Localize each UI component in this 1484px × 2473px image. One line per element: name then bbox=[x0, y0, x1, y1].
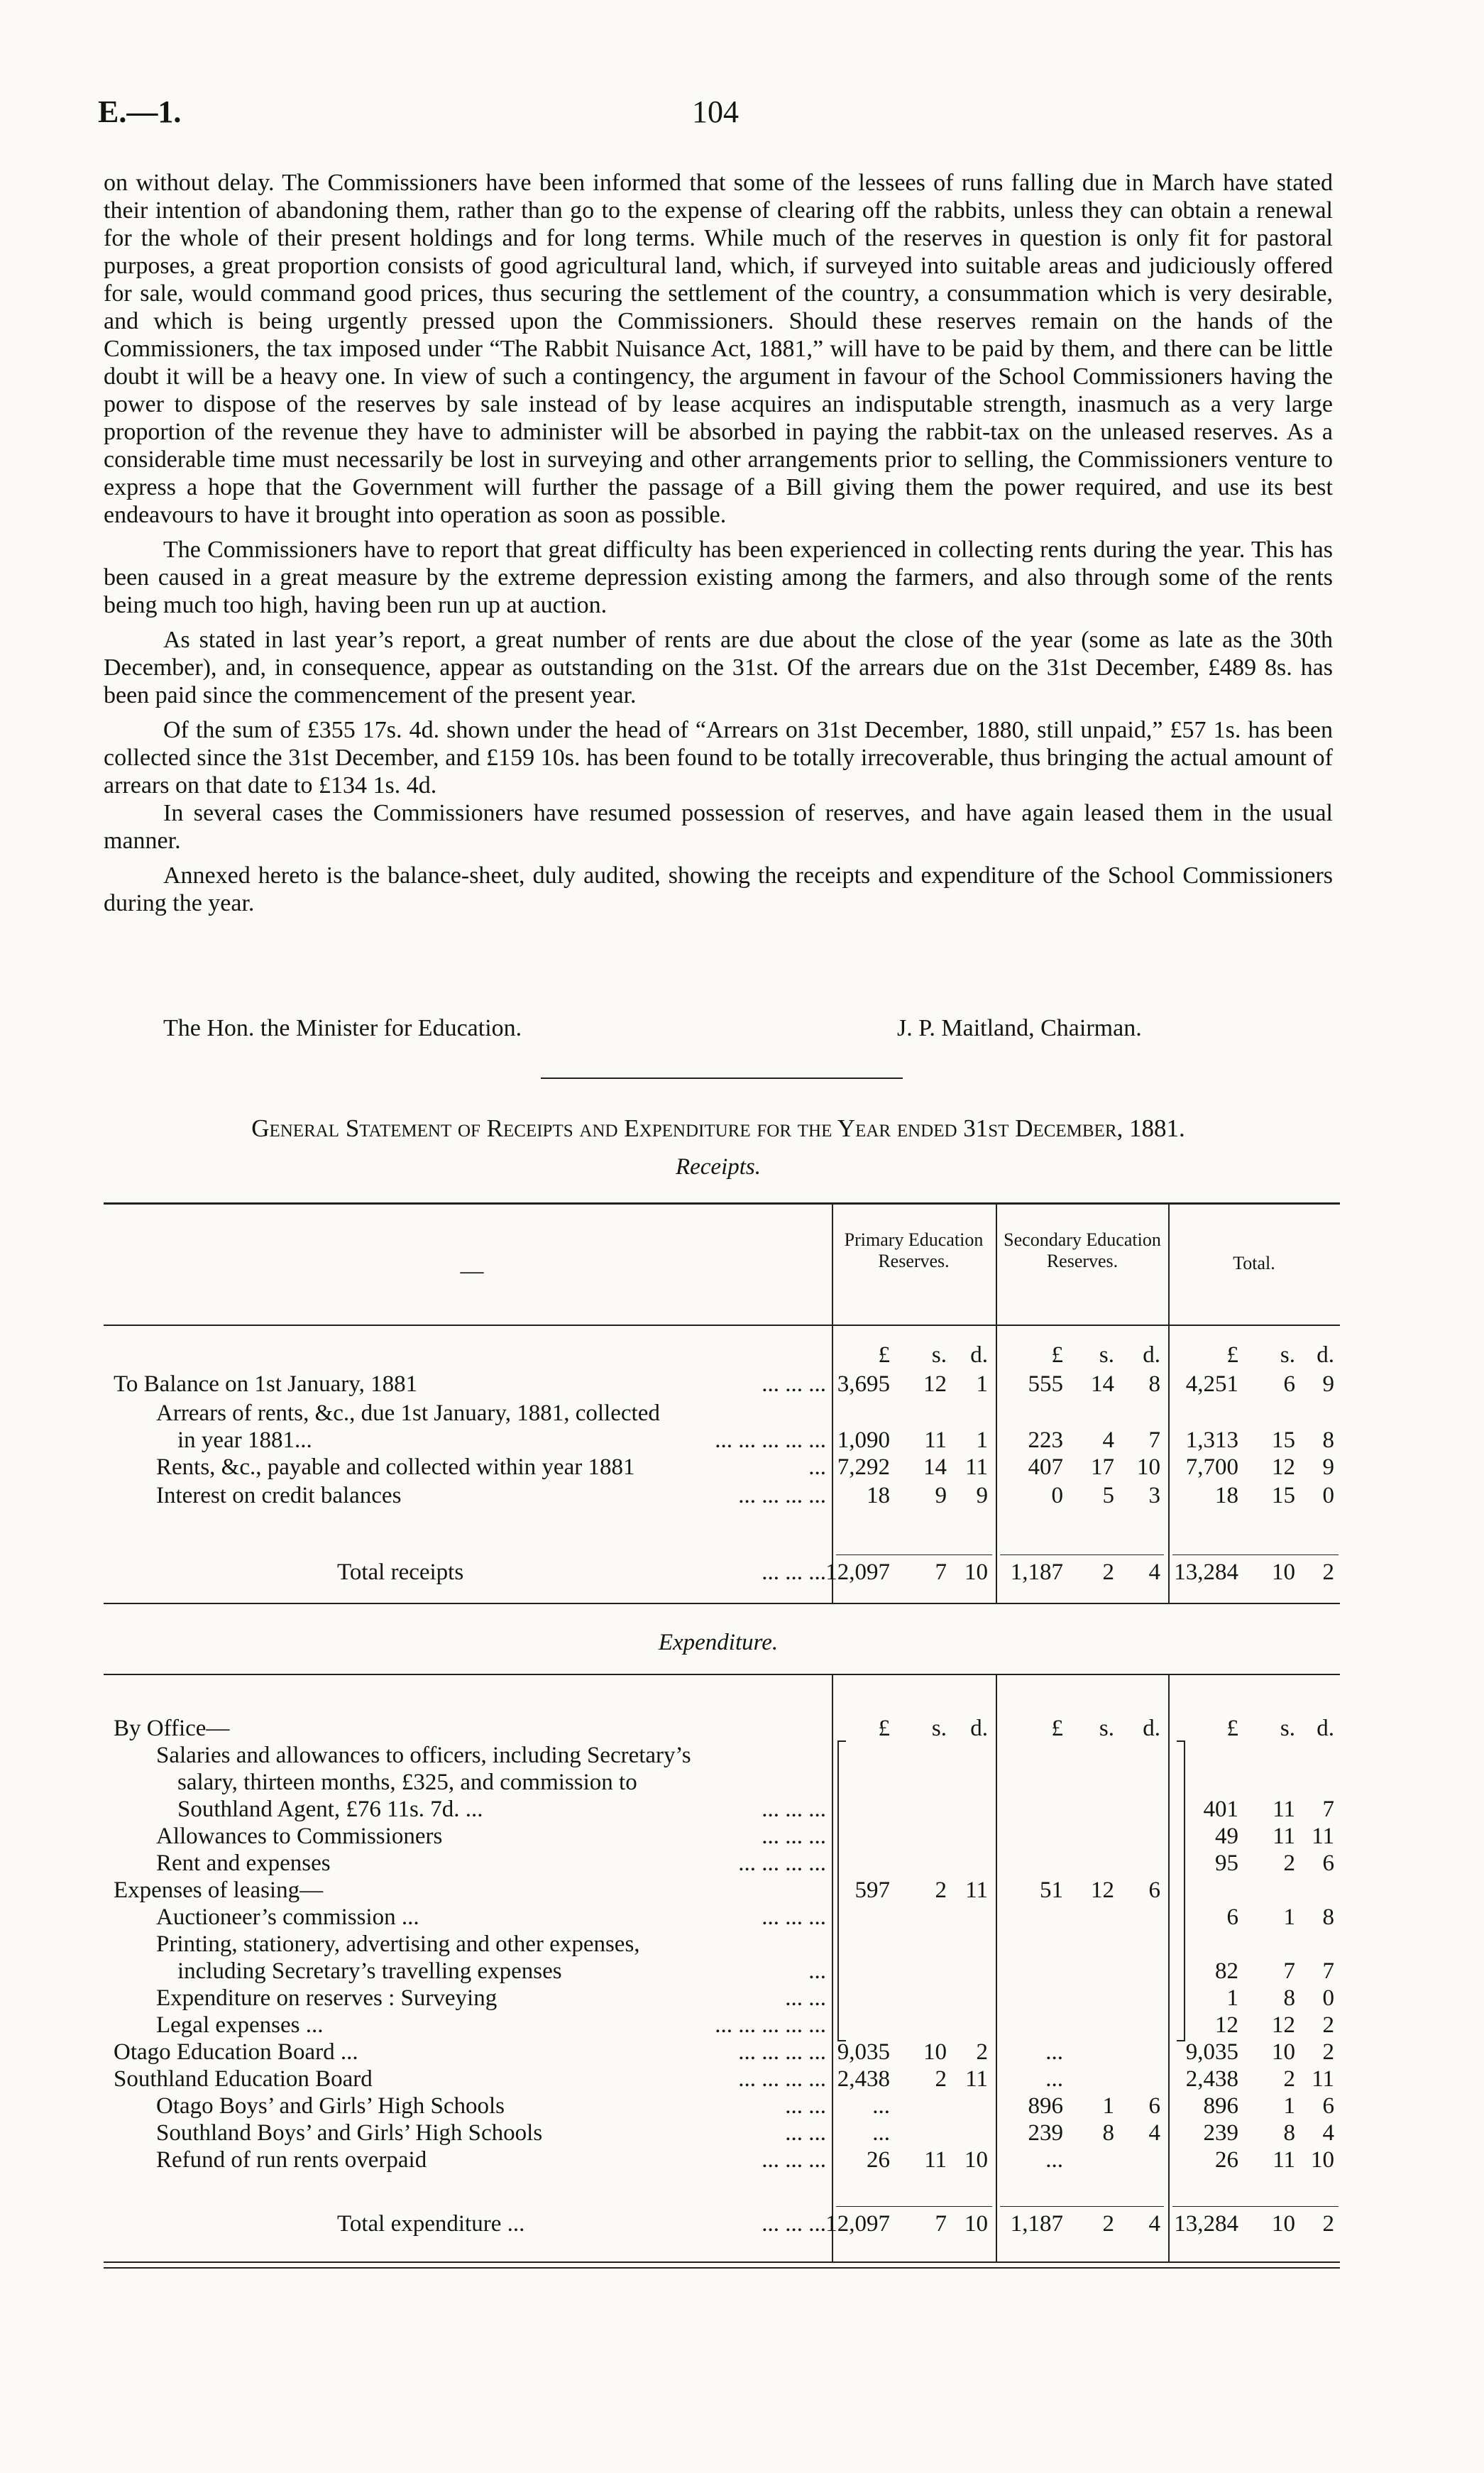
expenditure-sum-rule-2 bbox=[1172, 2206, 1339, 2207]
office-combined-s-shillings: 12 bbox=[1091, 1877, 1114, 1903]
expenditure-2-s-pence: 6 bbox=[1148, 2093, 1160, 2119]
expenditure-label-0: Otago Education Board ... bbox=[114, 2039, 358, 2065]
receipts-col-rule-3 bbox=[1168, 1204, 1170, 1603]
expenditure-label-1: Southland Education Board bbox=[114, 2066, 373, 2092]
expenditure-total-p-shillings: 7 bbox=[935, 2211, 947, 2237]
office-total-5-t-pounds: 1 bbox=[1226, 1985, 1238, 2011]
paragraph-5: In several cases the Commissioners have resumed possession of reserves, and have again leased them in the usual manner. bbox=[104, 800, 1333, 854]
receipts-total-t-pence: 2 bbox=[1322, 1559, 1334, 1585]
office-leader-2: ... ... ... ... bbox=[738, 1850, 826, 1876]
receipt-2-s-pounds: 407 bbox=[1028, 1454, 1063, 1480]
receipt-0-s-shillings: 14 bbox=[1091, 1371, 1114, 1397]
receipt-3-p-pounds: 18 bbox=[867, 1483, 890, 1508]
expenditure-2-s-pounds: 896 bbox=[1028, 2093, 1063, 2119]
office-line-2: Southland Agent, £76 11s. 7d. ... bbox=[177, 1797, 483, 1822]
expenditure-leader-0: ... ... ... ... bbox=[738, 2039, 826, 2065]
receipts-currency-t-d: d. bbox=[1317, 1342, 1334, 1368]
expenditure-4-t-shillings: 11 bbox=[1273, 2147, 1295, 2173]
receipt-3-s-pounds: 0 bbox=[1051, 1483, 1063, 1508]
report-body bbox=[104, 169, 1333, 917]
office-line-3: Allowances to Commissioners bbox=[156, 1824, 443, 1849]
expenditure-leader-4: ... ... ... bbox=[762, 2147, 826, 2173]
office-line-0: Salaries and allowances to officers, including Secretary’s bbox=[156, 1743, 691, 1768]
receipt-0-s-pounds: 555 bbox=[1028, 1371, 1063, 1397]
expenditure-1-t-shillings: 2 bbox=[1283, 2066, 1295, 2092]
receipts-bottom-rule bbox=[104, 1603, 1340, 1604]
receipt-label-0: To Balance on 1st January, 1881 bbox=[114, 1371, 418, 1397]
expenditure-0-t-shillings: 10 bbox=[1272, 2039, 1295, 2065]
office-total-3-t-shillings: 1 bbox=[1283, 1904, 1295, 1930]
receipts-sum-rule-2 bbox=[1172, 1554, 1339, 1555]
office-total-4-t-pence: 7 bbox=[1322, 1958, 1334, 1984]
office-leader-1: ... ... ... bbox=[762, 1824, 826, 1849]
expenditure-currency-p-l: £ bbox=[878, 1716, 890, 1741]
receipts-total-p-shillings: 7 bbox=[935, 1559, 947, 1585]
expenditure-4-p-pence: 10 bbox=[964, 2147, 988, 2173]
receipt-0-p-pounds: 3,695 bbox=[837, 1371, 890, 1397]
office-line-1: salary, thirteen months, £325, and commission to bbox=[177, 1770, 637, 1795]
office-total-4-t-pounds: 82 bbox=[1215, 1958, 1238, 1984]
receipt-1-s-pence: 7 bbox=[1148, 1427, 1160, 1453]
expenditure-leader-3: ... ... bbox=[785, 2120, 826, 2146]
expenditure-2-p-pounds: ... bbox=[872, 2093, 890, 2119]
receipt-1-t-shillings: 15 bbox=[1272, 1427, 1295, 1453]
expenditure-col-rule-2 bbox=[996, 1675, 997, 2261]
receipt-leader-1: ... ... ... ... ... bbox=[715, 1427, 826, 1453]
expenditure-4-t-pence: 10 bbox=[1311, 2147, 1334, 2173]
expenditure-label-4: Refund of run rents overpaid bbox=[156, 2147, 427, 2173]
receipts-total-t-shillings: 10 bbox=[1272, 1559, 1295, 1585]
expenditure-0-p-pence: 2 bbox=[976, 2039, 988, 2065]
office-line-7: Printing, stationery, advertising and other expenses, bbox=[156, 1931, 640, 1957]
expenditure-2-t-shillings: 1 bbox=[1283, 2093, 1295, 2119]
expenditure-currency-s-l: £ bbox=[1051, 1716, 1063, 1741]
receipt-0-t-pence: 9 bbox=[1322, 1371, 1334, 1397]
expenditure-leader-1: ... ... ... ... bbox=[738, 2066, 826, 2092]
office-total-1-t-pence: 11 bbox=[1312, 1824, 1334, 1849]
expenditure-3-p-pounds: ... bbox=[872, 2120, 890, 2146]
expenditure-0-t-pounds: 9,035 bbox=[1185, 2039, 1238, 2065]
expenditure-leader-2: ... ... bbox=[785, 2093, 826, 2119]
receipt-2-t-pounds: 7,700 bbox=[1185, 1454, 1238, 1480]
table-bottom-rule bbox=[104, 2261, 1340, 2263]
office-combined-s-pounds: 51 bbox=[1040, 1877, 1063, 1903]
receipt-2-p-pence: 11 bbox=[965, 1454, 988, 1480]
receipts-total-p-pence: 10 bbox=[964, 1559, 988, 1585]
statement-title: General Statement of Receipts and Expenditure for the Year ended 31st December, 1881. bbox=[251, 1114, 1185, 1142]
office-total-0-t-pence: 7 bbox=[1322, 1797, 1334, 1822]
receipts-total-leader: ... ... ... bbox=[762, 1559, 826, 1585]
expenditure-2-t-pence: 6 bbox=[1322, 2093, 1334, 2119]
office-combined-s-pence: 6 bbox=[1148, 1877, 1160, 1903]
office-total-0-t-pounds: 401 bbox=[1203, 1797, 1238, 1822]
expenditure-top-rule bbox=[104, 1674, 1340, 1675]
expenditure-total-p-pence: 10 bbox=[964, 2211, 988, 2237]
receipt-1-p-shillings: 11 bbox=[924, 1427, 947, 1453]
expenditure-2-s-shillings: 1 bbox=[1102, 2093, 1114, 2119]
office-leader-5: ... ... bbox=[785, 1985, 826, 2011]
paragraph-3: As stated in last year’s report, a great number of rents are due about the close of the year (some as late as the 30th December), and, in consequence, appear as outstanding on the 31st. Of the arrears due on the 31st December, £489 8s. has been paid since the commencement of the present year. bbox=[104, 627, 1333, 708]
paragraph-6: Annexed hereto is the balance-sheet, duly audited, showing the receipts and expenditure of the School Commissioners during the year. bbox=[104, 862, 1333, 916]
header-dash: — bbox=[460, 1259, 484, 1284]
expenditure-label-2: Otago Boys’ and Girls’ High Schools bbox=[156, 2093, 505, 2119]
expenditure-3-s-shillings: 8 bbox=[1102, 2120, 1114, 2146]
expenditure-total-s-pounds: 1,187 bbox=[1010, 2211, 1063, 2237]
receipt-0-s-pence: 8 bbox=[1148, 1371, 1160, 1397]
expenditure-0-s-pounds: ... bbox=[1045, 2039, 1063, 2065]
receipts-currency-t-s: s. bbox=[1280, 1342, 1295, 1368]
office-total-2-t-pounds: 95 bbox=[1215, 1850, 1238, 1876]
paragraph-2: The Commissioners have to report that great difficulty has been experienced in collecting rents during the year. This has been caused in a great measure by the extreme depression existing among the farmers, and also through some of the rents being much too high, having been run up at auction. bbox=[104, 537, 1333, 618]
expenditure-4-p-pounds: 26 bbox=[867, 2147, 890, 2173]
receipt-1-t-pounds: 1,313 bbox=[1185, 1427, 1238, 1453]
receipts-currency-s-l: £ bbox=[1051, 1342, 1063, 1368]
office-total-6-t-pounds: 12 bbox=[1215, 2012, 1238, 2038]
expenditure-1-p-shillings: 2 bbox=[935, 2066, 947, 2092]
office-total-0-t-shillings: 11 bbox=[1273, 1797, 1295, 1822]
receipt-3-t-pence: 0 bbox=[1322, 1483, 1334, 1508]
office-combined-p-pounds: 597 bbox=[854, 1877, 890, 1903]
table-top-rule bbox=[104, 1202, 1340, 1205]
receipt-2-s-shillings: 17 bbox=[1091, 1454, 1114, 1480]
addressee: The Hon. the Minister for Education. bbox=[163, 1015, 522, 1041]
expenditure-heading: Expenditure. bbox=[658, 1630, 779, 1655]
section-divider bbox=[541, 1078, 903, 1079]
receipt-2-p-shillings: 14 bbox=[923, 1454, 947, 1480]
receipt-0-t-pounds: 4,251 bbox=[1185, 1371, 1238, 1397]
receipts-currency-s-d: d. bbox=[1143, 1342, 1160, 1368]
receipts-heading: Receipts. bbox=[675, 1154, 762, 1180]
office-total-1-t-shillings: 11 bbox=[1273, 1824, 1295, 1849]
header-bottom-rule bbox=[104, 1325, 1340, 1326]
office-line-5: Expenses of leasing— bbox=[114, 1877, 324, 1903]
office-leader-3: ... ... ... bbox=[762, 1904, 826, 1930]
receipts-currency-t-l: £ bbox=[1226, 1342, 1238, 1368]
header-primary: Primary Education Reserves. bbox=[844, 1229, 984, 1271]
expenditure-currency-s-d: d. bbox=[1143, 1716, 1160, 1741]
expenditure-3-s-pounds: 239 bbox=[1028, 2120, 1063, 2146]
office-line-10: Legal expenses ... bbox=[156, 2012, 324, 2038]
expenditure-4-p-shillings: 11 bbox=[924, 2147, 947, 2173]
expenditure-currency-p-d: d. bbox=[970, 1716, 988, 1741]
header-total: Total. bbox=[1233, 1253, 1275, 1273]
office-leader-4: ... bbox=[808, 1958, 826, 1984]
expenditure-total-s-pence: 4 bbox=[1148, 2211, 1160, 2237]
expenditure-4-t-pounds: 26 bbox=[1215, 2147, 1238, 2173]
closing-line bbox=[163, 1015, 1334, 1042]
receipts-currency-p-d: d. bbox=[970, 1342, 988, 1368]
receipt-3-t-shillings: 15 bbox=[1272, 1483, 1295, 1508]
receipt-label-3: Interest on credit balances bbox=[156, 1483, 402, 1508]
receipts-total-label: Total receipts bbox=[337, 1559, 464, 1585]
expenditure-0-p-pounds: 9,035 bbox=[837, 2039, 890, 2065]
receipts-total-p-pounds: 12,097 bbox=[825, 1559, 890, 1585]
page-ref: E.—1. bbox=[98, 94, 182, 129]
office-total-6-t-shillings: 12 bbox=[1272, 2012, 1295, 2038]
office-line-6: Auctioneer’s commission ... bbox=[156, 1904, 419, 1930]
office-combined-p-shillings: 2 bbox=[935, 1877, 947, 1903]
receipt-1-s-shillings: 4 bbox=[1102, 1427, 1114, 1453]
office-leader-0: ... ... ... bbox=[762, 1797, 826, 1822]
expenditure-0-p-shillings: 10 bbox=[923, 2039, 947, 2065]
expenditure-col-rule-1 bbox=[832, 1675, 833, 2261]
expenditure-total-label: Total expenditure ... bbox=[337, 2211, 525, 2237]
expenditure-3-s-pence: 4 bbox=[1148, 2120, 1160, 2146]
signatory: J. P. Maitland, Chairman. bbox=[897, 1015, 1142, 1041]
expenditure-currency-t-l: £ bbox=[1226, 1716, 1238, 1741]
receipt-2-t-pence: 9 bbox=[1322, 1454, 1334, 1480]
receipt-label-2: Rents, &c., payable and collected within year 1881 bbox=[156, 1454, 635, 1480]
receipts-total-s-pence: 4 bbox=[1148, 1559, 1160, 1585]
receipts-col-rule-1 bbox=[832, 1204, 833, 1603]
receipt-3-t-pounds: 18 bbox=[1215, 1483, 1238, 1508]
expenditure-currency-t-d: d. bbox=[1317, 1716, 1334, 1741]
expenditure-1-s-pounds: ... bbox=[1045, 2066, 1063, 2092]
office-total-1-t-pounds: 49 bbox=[1215, 1824, 1238, 1849]
receipts-sum-rule-0 bbox=[836, 1554, 992, 1555]
expenditure-total-p-pounds: 12,097 bbox=[825, 2211, 890, 2237]
expenditure-2-t-pounds: 896 bbox=[1203, 2093, 1238, 2119]
expenditure-total-leader: ... ... ... bbox=[762, 2211, 826, 2237]
office-total-3-t-pounds: 6 bbox=[1226, 1904, 1238, 1930]
expenditure-currency-t-s: s. bbox=[1280, 1716, 1295, 1741]
office-total-3-t-pence: 8 bbox=[1322, 1904, 1334, 1930]
receipts-total-t-pounds: 13,284 bbox=[1174, 1559, 1238, 1585]
receipts-currency-p-l: £ bbox=[878, 1342, 890, 1368]
receipts-col-rule-2 bbox=[996, 1204, 997, 1603]
expenditure-currency-p-s: s. bbox=[931, 1716, 947, 1741]
expenditure-currency-s-s: s. bbox=[1099, 1716, 1114, 1741]
expenditure-1-p-pounds: 2,438 bbox=[837, 2066, 890, 2092]
expenditure-sum-rule-0 bbox=[836, 2206, 992, 2207]
receipt-2-s-pence: 10 bbox=[1137, 1454, 1160, 1480]
receipt-1-s-pounds: 223 bbox=[1028, 1427, 1063, 1453]
receipts-sum-rule-1 bbox=[1000, 1554, 1164, 1555]
expenditure-sum-rule-1 bbox=[1000, 2206, 1164, 2207]
receipt-3-s-pence: 3 bbox=[1148, 1483, 1160, 1508]
receipts-total-s-pounds: 1,187 bbox=[1010, 1559, 1063, 1585]
receipt-3-s-shillings: 5 bbox=[1102, 1483, 1114, 1508]
expenditure-3-t-pence: 4 bbox=[1322, 2120, 1334, 2146]
receipts-currency-s-s: s. bbox=[1099, 1342, 1114, 1368]
receipt-0-t-shillings: 6 bbox=[1283, 1371, 1295, 1397]
receipt-1-p-pence: 1 bbox=[976, 1427, 988, 1453]
expenditure-total-t-pence: 2 bbox=[1322, 2211, 1334, 2237]
paragraph-4: Of the sum of £355 17s. 4d. shown under the head of “Arrears on 31st December, 1880, still unpaid,” £57 1s. has been collected since the 31st December, and £159 10s. has been found to be totally irrecoverable, thus bringing the actual amount of arrears on that date to £134 1s. 4d. bbox=[104, 717, 1333, 799]
expenditure-3-t-pounds: 239 bbox=[1203, 2120, 1238, 2146]
table-bottom-rule-2 bbox=[104, 2267, 1340, 2269]
receipts-total-s-shillings: 2 bbox=[1102, 1559, 1114, 1585]
paragraph-1: on without delay. The Commissioners have been informed that some of the lessees of runs falling due in March have stated their intention of abandoning them, rather than go to the expense of clearing off the rabbits, unless they can obtain a renewal for the whole of their present holdings and for long terms. While much of the reserves in question is only fit for pastoral purposes, a great proportion consists of good agricultural land, which, if surveyed into suitable areas and judiciously offered for sale, would command good prices, thus securing the settlement of the country, a consummation which is very desirable, and which is being urgently pressed upon the Commissioners. Should these reserves remain on the hands of the Commissioners, the tax imposed under “The Rabbit Nuisance Act, 1881,” will have to be paid by them, and there can be little doubt it will be a heavy one. In view of such a contingency, the argument in favour of the School Commissioners having the power to dispose of the reserves by sale instead of by lease acquires an indisputable strength, inasmuch as a very large proportion of the revenue they have to administer will be absorbed in paying the rabbit-tax on the unleased reserves. As a considerable time must necessarily be lost in surveying and other arrangements prior to selling, the Commissioners venture to express a hope that the Government will further the passage of a Bill giving them the power required, and use its best endeavours to have it brought into operation as soon as possible. bbox=[104, 170, 1333, 528]
expenditure-label-3: Southland Boys’ and Girls’ High Schools bbox=[156, 2120, 543, 2146]
receipt-3-p-shillings: 9 bbox=[935, 1483, 947, 1508]
office-total-2-t-shillings: 2 bbox=[1283, 1850, 1295, 1876]
expenditure-1-t-pounds: 2,438 bbox=[1185, 2066, 1238, 2092]
receipts-currency-p-s: s. bbox=[931, 1342, 947, 1368]
office-total-2-t-pence: 6 bbox=[1322, 1850, 1334, 1876]
expenditure-total-t-pounds: 13,284 bbox=[1174, 2211, 1238, 2237]
expenditure-total-s-shillings: 2 bbox=[1102, 2211, 1114, 2237]
office-leader-6: ... ... ... ... ... bbox=[715, 2012, 826, 2038]
receipt-0-p-pence: 1 bbox=[976, 1371, 988, 1397]
office-line-8: including Secretary’s travelling expenses bbox=[177, 1958, 562, 1984]
receipt-label-1-cont: in year 1881... bbox=[177, 1427, 312, 1453]
expenditure-4-s-pounds: ... bbox=[1045, 2147, 1063, 2173]
office-total-6-t-pence: 2 bbox=[1322, 2012, 1334, 2038]
expenditure-3-t-shillings: 8 bbox=[1283, 2120, 1295, 2146]
office-line-4: Rent and expenses bbox=[156, 1850, 331, 1876]
office-line-9: Expenditure on reserves : Surveying bbox=[156, 1985, 498, 2011]
receipt-1-p-pounds: 1,090 bbox=[837, 1427, 890, 1453]
receipt-2-t-shillings: 12 bbox=[1272, 1454, 1295, 1480]
header-secondary: Secondary Education Reserves. bbox=[1004, 1229, 1161, 1271]
office-total-4-t-shillings: 7 bbox=[1283, 1958, 1295, 1984]
office-combined-p-pence: 11 bbox=[965, 1877, 988, 1903]
receipt-0-p-shillings: 12 bbox=[923, 1371, 947, 1397]
expenditure-by-office: By Office— bbox=[114, 1716, 230, 1741]
expenditure-total-t-shillings: 10 bbox=[1272, 2211, 1295, 2237]
expenditure-1-t-pence: 11 bbox=[1312, 2066, 1334, 2092]
receipt-3-p-pence: 9 bbox=[976, 1483, 988, 1508]
receipt-leader-2: ... bbox=[808, 1454, 826, 1480]
receipt-label-1: Arrears of rents, &c., due 1st January, 1881, collected bbox=[156, 1400, 660, 1426]
receipt-leader-3: ... ... ... ... bbox=[738, 1483, 826, 1508]
expenditure-1-p-pence: 11 bbox=[965, 2066, 988, 2092]
office-total-5-t-shillings: 8 bbox=[1283, 1985, 1295, 2011]
page-number: 104 bbox=[692, 94, 739, 129]
receipt-leader-0: ... ... ... bbox=[762, 1371, 826, 1397]
expenditure-0-t-pence: 2 bbox=[1322, 2039, 1334, 2065]
receipt-1-t-pence: 8 bbox=[1322, 1427, 1334, 1453]
receipt-2-p-pounds: 7,292 bbox=[837, 1454, 890, 1480]
office-total-5-t-pence: 0 bbox=[1322, 1985, 1334, 2011]
